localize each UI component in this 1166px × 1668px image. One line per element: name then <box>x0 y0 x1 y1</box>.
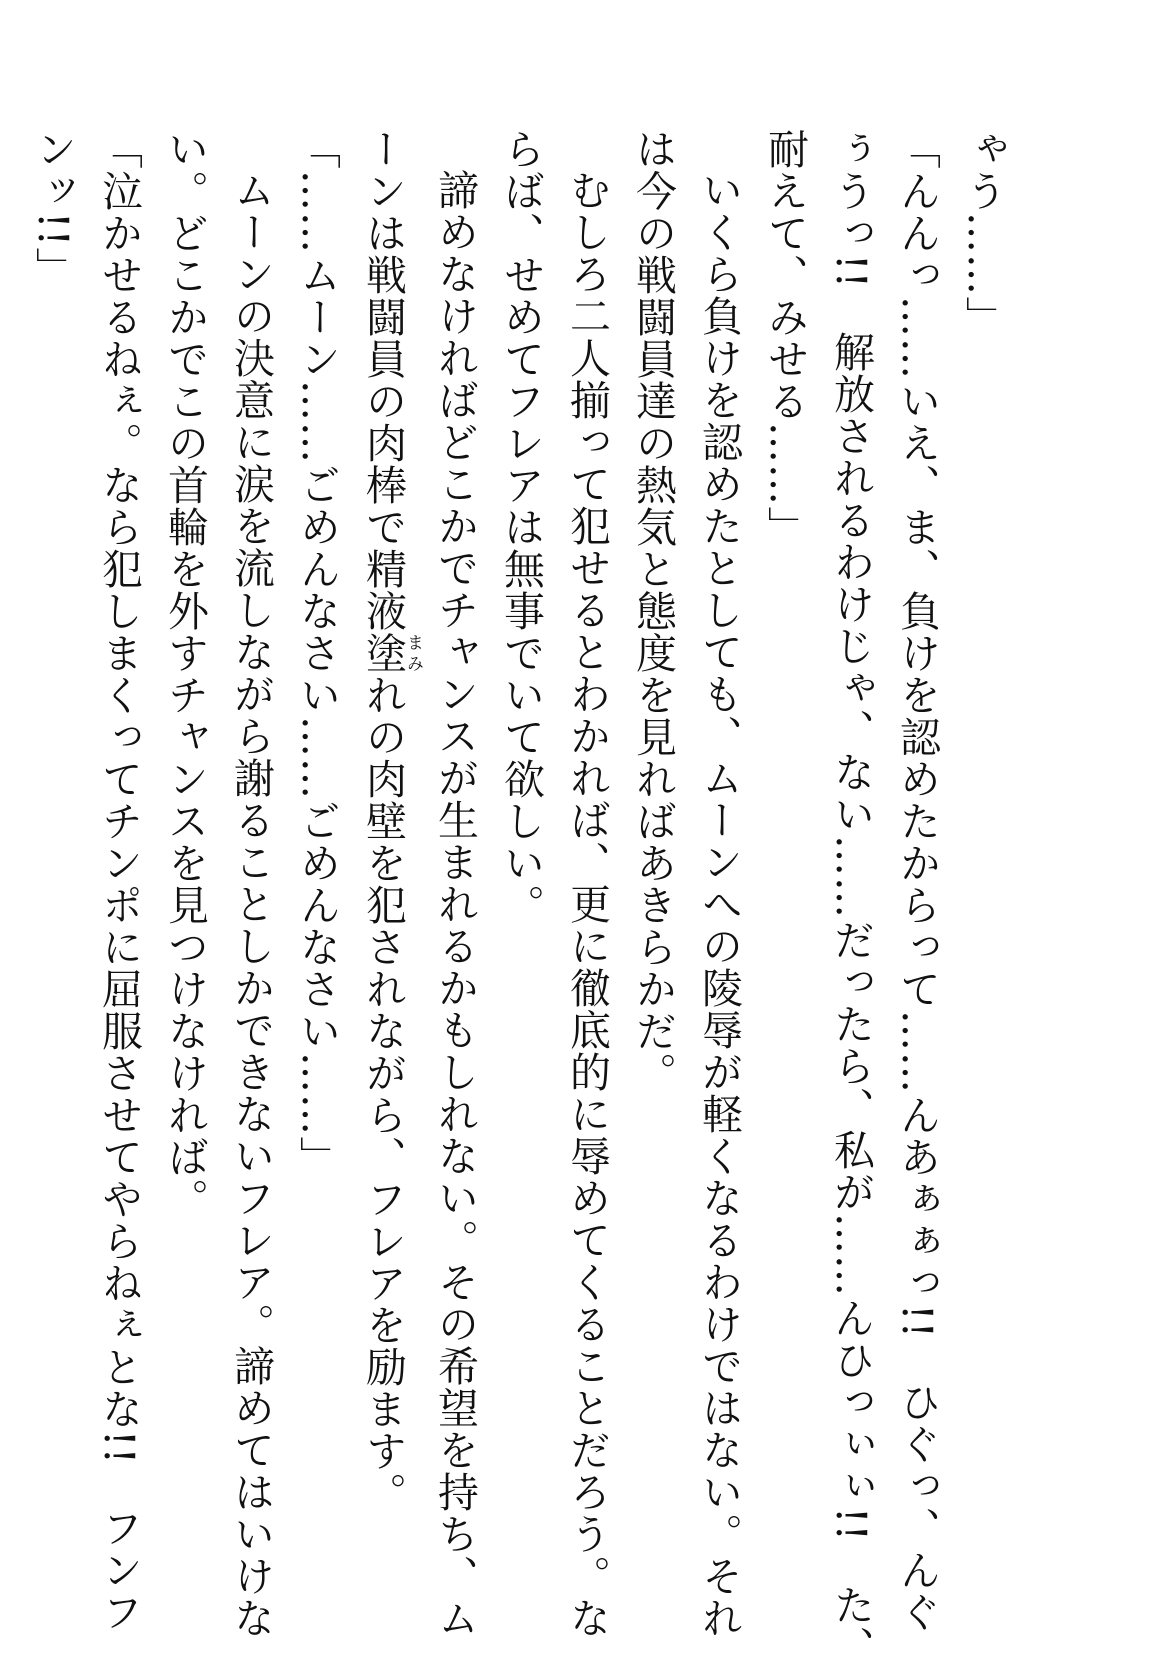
text-line: 諦めなければどこかでチャンスが生まれるかもしれない。その希望を持ち、ム <box>431 169 479 1639</box>
text-line: ゃう……」 <box>959 128 1007 338</box>
text-line: 「……ムーン……ごめんなさい……ごめんなさい……」 <box>293 128 341 1178</box>
text-line: ぅうっ!! 解放されるわけじゃ、ない……だったら、私が……んひっぃぃ!! た、 <box>827 128 875 1668</box>
ruby-annotation <box>359 632 423 674</box>
text-line: ムーンの決意に涙を流しながら謝ることしかできないフレア。諦めてはいけな <box>227 169 275 1639</box>
text-line: 「んんっ……いえ、ま、負けを認めたからって……んあぁぁっ!! ひぐっ、んぐ <box>893 128 941 1633</box>
text-line: いくら負けを認めたとしても、ムーンへの陵辱が軽くなるわけではない。それ <box>695 169 743 1639</box>
text-line: むしろ二人揃って犯せるとわかれば、更に徹底的に辱めてくることだろう。な <box>563 169 611 1639</box>
text-line: は今の戦闘員達の熱気と態度を見ればあきらかだ。 <box>629 128 677 1094</box>
text-line: ンッ!!」 <box>29 128 77 289</box>
ruby-reading: まみ <box>403 632 423 674</box>
text-line: い。どこかでこの首輪を外すチャンスを見つけなければ。 <box>161 128 209 1220</box>
text-line-with-ruby <box>350 128 422 1548</box>
ruby-base: 塗 <box>359 632 407 674</box>
vertical-text-body <box>20 128 1016 1668</box>
text-line: 「泣かせるねぇ。なら犯しまくってチンポに屈服させてやらねぇとな!! フンフ <box>95 128 143 1633</box>
line-part-before-ruby: ーンは戦闘員の肉棒で精液 <box>359 128 407 632</box>
text-line: らば、せめてフレアは無事でいて欲しい。 <box>497 128 545 926</box>
text-line: 耐えて、みせる……」 <box>761 128 809 548</box>
line-part-after-ruby: れの肉壁を犯されながら、フレアを励ます。 <box>359 674 407 1514</box>
